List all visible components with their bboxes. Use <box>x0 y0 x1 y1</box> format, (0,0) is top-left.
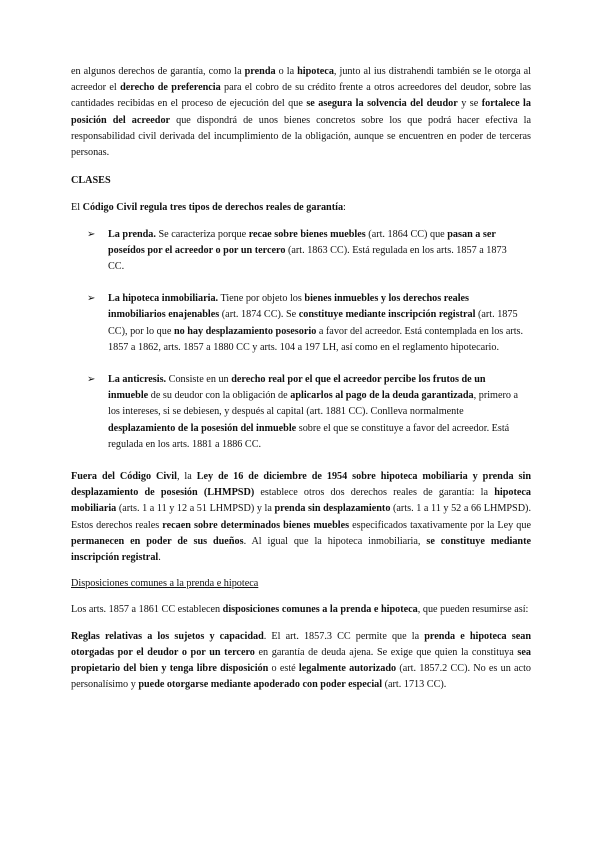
list-item-anticresis <box>71 372 531 453</box>
bold-emphasis: derecho de preferencia <box>120 82 221 94</box>
list-item-hipoteca-inmobiliaria <box>71 291 531 356</box>
bold-emphasis: no hay desplazamiento posesorio <box>173 325 317 337</box>
bold-emphasis: bienes inmuebles y los derechos reales inmobiliarios enajenables <box>108 293 470 321</box>
garantia-types-list <box>71 227 531 453</box>
bold-emphasis: Reglas relativas a los sujetos y capacidad <box>71 630 264 642</box>
section-heading-clases: CLASES <box>71 175 111 187</box>
bold-emphasis: fortalece la posición del acreedor <box>71 98 531 126</box>
subheading-disposiciones-comunes: Disposiciones comunes a la prenda e hipoteca <box>71 578 259 590</box>
bold-emphasis: prenda <box>244 66 276 77</box>
bold-emphasis: disposiciones comunes a la prenda e hipoteca <box>222 604 418 616</box>
bold-emphasis: recae sobre bienes muebles <box>248 228 366 240</box>
bold-emphasis: pasan a ser poseídos por el acreedor o por un tercero <box>108 228 496 256</box>
bold-emphasis: aplicarlos al pago de la deuda garantizada <box>290 390 474 402</box>
paragraph-disposiciones-intro: Los arts. 1857 a 1861 CC establecen disposiciones comunes a la prenda e hipoteca, que pueden resumirse así: <box>71 604 529 616</box>
bold-emphasis: desplazamiento de la posesión del inmueble <box>108 422 297 434</box>
bold-emphasis: hipoteca <box>297 66 334 77</box>
bold-emphasis: prenda e hipoteca sean otorgadas por el deudor o por un tercero <box>71 630 531 658</box>
bold-emphasis: Ley de 16 de diciembre de 1954 sobre hipoteca mobiliaria y prenda sin desplazamiento de posesión (LHMPSD) <box>71 471 532 499</box>
bold-emphasis: hipoteca mobiliaria <box>71 487 532 515</box>
bold-emphasis: legalmente autorizado <box>298 663 397 675</box>
bold-emphasis: La anticresis. <box>108 374 167 386</box>
list-item-prenda <box>71 227 531 276</box>
list-item-text: La prenda. Se caracteriza porque recae sobre bienes muebles (art. 1864 CC) que pasan a ser poseídos por el acreedor o por un tercero (art. 1863 CC). Está regulada en los arts. 1857 a 1873 CC. <box>108 228 507 273</box>
bold-emphasis: constituye mediante inscripción registral <box>298 309 476 321</box>
paragraph-lhmpsd: Fuera del Código Civil, la Ley de 16 de diciembre de 1954 sobre hipoteca mobiliaria y prenda sin desplazamiento de posesión (LHMPSD) establece otros dos derechos reales de garantía: la hipoteca mobiliaria (arts. 1 a 11 y 12 a 51 LHMPSD) y la prenda sin desplazamiento (arts. 1 a 11 y 52 a 66 LHMPSD). Estos derechos reales recaen sobre determinados bienes muebles especificados taxativamente por la Ley que permanecen en poder de sus dueños. Al igual que la hipoteca inmobiliaria, se constituye mediante inscripción registral. <box>71 471 532 564</box>
paragraph-derecho-preferencia: en algunos derechos de garantía, como la prenda o la hipoteca, junto al ius distrahendi también se le otorga al acreedor el derecho de preferencia para el cobro de su crédito frente a otros acreedores del deudor, sobre las cantidades recibidas en el proceso de ejecución del que se asegura la solvencia del deudor y se fortalece la posición del acreedor que dispondrá de unos bienes concretos sobre los que podrá hacer efectiva la responsabilidad civil derivada del incumplimiento de la obligación, aunque se encuentren en poder de terceras personas. <box>71 66 531 159</box>
paragraph-intro-tipos: El Código Civil regula tres tipos de derechos reales de garantía: <box>71 202 346 214</box>
bold-emphasis: La prenda. <box>108 228 156 240</box>
bold-emphasis: Código Civil regula tres tipos de derechos reales de garantía <box>82 202 344 214</box>
page-content <box>71 64 531 694</box>
bold-emphasis: derecho real por el que el acreedor percibe los frutos de un inmueble <box>108 374 486 402</box>
list-item-text: La hipoteca inmobiliaria. Tiene por objeto los bienes inmuebles y los derechos reales inmobiliarios enajenables (art. 1874 CC). Se constituye mediante inscripción registral (art. 1875 CC), por lo que no hay desplazamiento posesorio a favor del acreedor. Está contemplada en los arts. 1857 a 1862, arts. 1857 a 1880 CC y arts. 104 a 197 LH, así como en el reglamento hipotecario. <box>108 293 524 353</box>
arrow-bullet-icon: ➢ <box>87 228 96 240</box>
bold-emphasis: Fuera del Código Civil <box>71 471 177 483</box>
bold-emphasis: La hipoteca inmobiliaria. <box>108 293 219 305</box>
bold-emphasis: recaen sobre determinados bienes muebles <box>162 519 350 531</box>
bold-emphasis: permanecen en poder de sus dueños <box>71 535 244 547</box>
list-item-text: La anticresis. Consiste en un derecho real por el que el acreedor percibe los frutos de un inmueble de su deudor con la obligación de aplicarlos al pago de la deuda garantizada, primero a los intereses, si se debiesen, y después al capital (art. 1881 CC). Conlleva normalmente desplazamiento de la posesión del inmueble sobre el que se constituye a favor del acreedor. Está regulada en los arts. 1881 a 1886 CC. <box>108 374 519 450</box>
bold-emphasis: se constituye mediante inscripción registral <box>71 535 531 564</box>
bold-emphasis: se asegura la solvencia del deudor <box>306 98 458 110</box>
paragraph-reglas-sujetos: Reglas relativas a los sujetos y capacidad. El art. 1857.3 CC permite que la prenda e hipoteca sean otorgadas por el deudor o por un tercero en garantía de deuda ajena. Se exige que quien la constituya sea propietario del bien y tenga libre disposición o esté legalmente autorizado (art. 1857.2 CC). No es un acto personalísimo y puede otorgarse mediante apoderado con poder especial (art. 1713 CC). <box>71 630 532 691</box>
arrow-bullet-icon: ➢ <box>87 293 96 305</box>
bold-emphasis: puede otorgarse mediante apoderado con poder especial <box>138 679 383 691</box>
bold-emphasis: prenda sin desplazamiento <box>274 503 391 515</box>
bold-emphasis: sea propietario del bien y tenga libre disposición <box>71 646 531 675</box>
arrow-bullet-icon: ➢ <box>87 374 96 386</box>
